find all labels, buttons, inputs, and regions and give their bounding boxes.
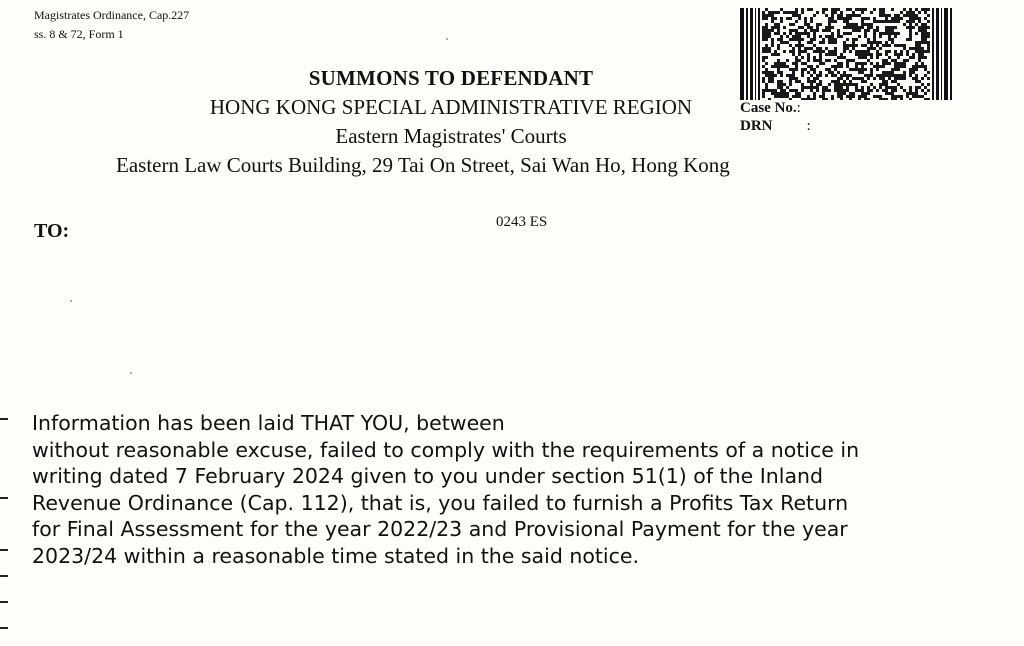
court-address: Eastern Law Courts Building, 29 Tai On Street, Sai Wan Ho, Hong Kong [116,153,730,177]
margin-tick [0,575,8,577]
drn-label: DRN : [740,118,811,134]
information-line: writing dated 7 February 2024 given to you under section 51(1) of the Inland [32,464,824,488]
drn-row [740,117,816,135]
region-heading: HONG KONG SPECIAL ADMINISTRATIVE REGION [209,95,693,119]
scan-speck [446,38,448,40]
information-paragraph [32,410,982,569]
case-info [740,99,816,135]
information-line: Information has been laid THAT YOU, between [32,411,505,435]
case-number-label: Case No.: [740,100,801,116]
information-line: without reasonable excuse, failed to comply with the requirements of a notice in [32,437,860,462]
information-line: 2023/24 within a reasonable time stated in the said notice. [32,543,640,568]
margin-tick [0,549,8,551]
court-name: Eastern Magistrates' Courts [335,124,567,148]
document-title: SUMMONS TO DEFENDANT [308,66,594,90]
margin-tick [0,497,8,499]
scan-speck [70,300,72,302]
reference-code: 0243 ES [496,214,548,230]
scan-speck [130,372,132,374]
form-reference-ordinance: Magistrates Ordinance, Cap.227 [34,8,190,22]
information-line: for Final Assessment for the year 2022/23 and Provisional Payment for the year [32,517,848,541]
margin-tick [0,418,8,420]
form-reference [34,6,189,44]
to-label: TO: [34,220,70,242]
case-number-row [740,99,816,117]
information-line: Revenue Ordinance (Cap. 112), that is, you failed to furnish a Profits Tax Return [32,490,849,515]
margin-tick [0,627,8,629]
form-reference-section: ss. 8 & 72, Form 1 [34,27,124,41]
margin-tick [0,601,8,603]
